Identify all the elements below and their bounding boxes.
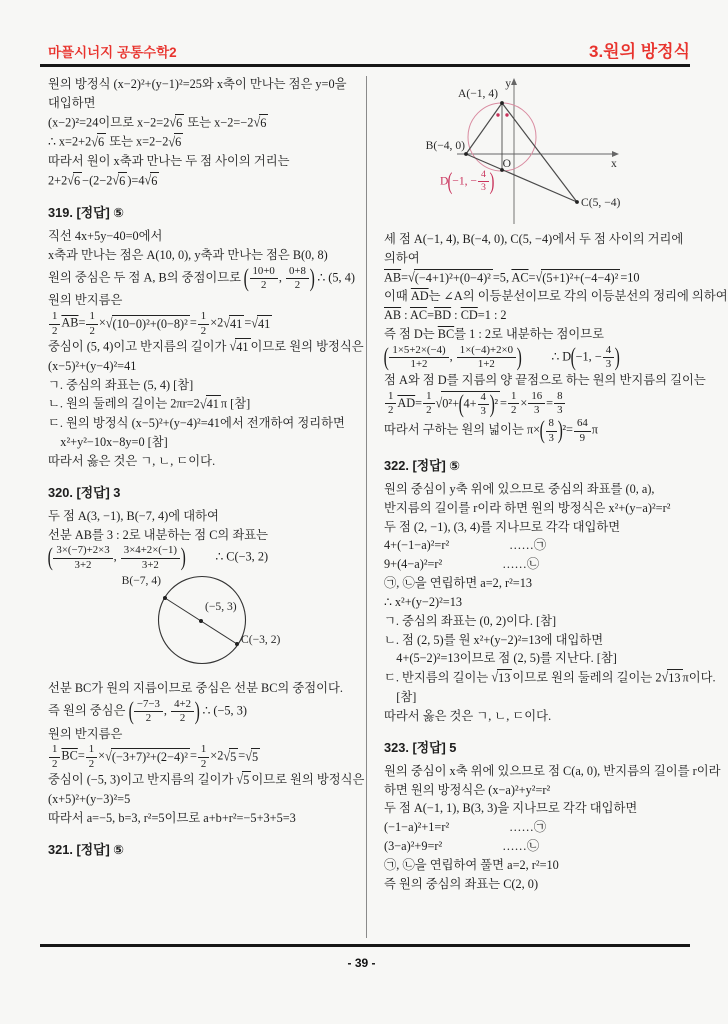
solution-line: ㄷ. 원의 방정식 (x−5)²+(y−4)²=41에서 전개하여 정리하면 [48,416,345,431]
solution-line: 원의 반지름은 [48,726,123,741]
problem-320-solution-b [48,680,364,828]
solution-line: 원의 중심이 y축 위에 있으므로 중심의 좌표를 (0, a), [384,481,655,496]
solution-line: 두 점 A(3, −1), B(−7, 4)에 대하여 [48,508,219,523]
solution-line: 두 점 A(−1, 1), B(3, 3)을 지나므로 각각 대입하면 [384,801,638,816]
solution-line: (x−5)²+(y−4)²=41 [48,358,137,373]
solution-line: ∴ x²+(y−2)²=13 [384,594,463,609]
solution-line: $\frac{1}{2}$ $\overline{BC}=$ $\frac{1}{2}$ ×√(−3+7)²+(2−4)² = $\frac{1}{2}$ ×2√5 =√5 [48,744,364,770]
point-d-label: D ( −1, − $\frac{4}{3}$ ) [440,168,495,195]
solution-line: 즉 원의 중심은 ( $\frac{-7-3}{2}$ , $\frac{4+2}{2}$ ) ∴ (−5, 3) [48,697,247,726]
solution-line: 대입하면 [48,95,96,110]
point-c-label: C(5, −4) [581,196,621,209]
solution-line: ㄱ. 중심의 좌표는 (5, 4) [참] [48,377,194,392]
solution-line: ㉠, ㉡을 연립하여 풀면 a=2, r²=10 [384,857,559,872]
problem-319-title: 319. [정답] ⑤ [48,204,125,220]
solution-line: 이때 $\overline{AD}$는 ∠A의 이등분선이므로 각의 이등분선의 정리에 의하여 [384,289,728,304]
problem-319-solution [48,228,364,471]
solution-line: ㄷ. 반지름의 길이는 √13 이므로 원의 둘레의 길이는 2√13 π이다. [384,669,690,688]
point-b-label: B(−4, 0) [425,139,465,152]
point-b-label: B(−7, 4) [121,574,161,588]
chapter-title: 3.원의 방정식 [588,42,690,61]
solution-line: 두 점 (2, −1), (3, 4)를 지나므로 각각 대입하면 [384,519,621,534]
solution-line: 즉 원의 중심의 좌표는 C(2, 0) [384,876,539,891]
figure-triangle-abc [410,74,702,229]
origin-label: O [502,157,511,170]
solution-line: 원의 중심은 두 점 A, B의 중점이므로 ( $\frac{10+0}{2}$ , $\frac{0+8}{2}$ ) ∴ (5, 4) [48,264,355,292]
solution-line: $\overline{AB}$ : $\overline{AC}=\overline{BD}$ : $\overline{CD}=1$ : 2 [384,308,507,323]
figure-circle-bc [105,574,347,678]
x-axis-label: x [611,157,617,170]
solution-line: 직선 4x+5y−40=0에서 [48,228,163,243]
solution-line: ( $\frac{3\times(-7)+2\times 3}{3+2}$ , $\frac{3\times 4+2\times(-1)}{3+2}$ ) ∴ C(−3, 2) [47,544,269,572]
solution-line: 중심이 (5, 4)이고 반지름의 길이가 √41 이므로 원의 방정식은 [48,338,364,357]
solution-line: 따라서 옳은 것은 ㄱ, ㄴ, ㄷ이다. [384,708,552,723]
solution-line: 따라서 원이 x축과 만나는 두 점 사이의 거리는 [48,154,290,169]
solution-line: ㉠, ㉡을 연립하면 a=2, r²=13 [384,576,532,591]
solution-line: 점 A와 점 D를 지름의 양 끝점으로 하는 원의 반지름의 길이는 [384,372,706,387]
solution-line: 9+(4−a)²=r² ……㉡ [384,557,540,572]
solution-line: ( $\frac{1\times 5+2\times(-4)}{1+2}$ , $\frac{1\times(-4)+2\times 0}{1+2}$ ) ∴ D ( −1, − $\frac{4}{3}$ ) [383,343,620,372]
solution-line: ㄴ. 점 (2, 5)를 원 x²+(y−2)²=13에 대입하면 [384,632,604,647]
solution-line: $\frac{1}{2}$ $\overline{AD}=$ $\frac{1}{2}$ √0²+ ( 4+ $\frac{4}{3}$ ) ² = $\frac{1}{2}$ × $\frac{16}{3}$ = $\frac{8}{3}$ [384,391,690,418]
problem-320-solution-a [48,508,364,571]
solution-intro [48,76,364,191]
circle-diagram [105,574,347,678]
solution-line: 의하여 [384,250,420,265]
solution-line: 2+2√6 −(2−2√6 )=4√6 [48,172,364,191]
solution-line: 선분 BC가 원의 지름이므로 중심은 선분 BC의 중점이다. [48,681,343,696]
center-point-label: (−5, 3) [205,600,237,614]
page-number: - 39 - [347,956,376,970]
solution-line: 즉 점 D는 $\overline{BC}$를 1 : 2로 내분하는 점이므로 [384,327,605,342]
solution-line: 선분 AB를 3 : 2로 내분하는 점 C의 좌표는 [48,527,269,542]
solution-line: (−1−a)²+1=r² ……㉠ [384,820,547,835]
solution-line: ㄱ. 중심의 좌표는 (0, 2)이다. [참] [384,613,557,628]
solution-line: 따라서 옳은 것은 ㄱ, ㄴ, ㄷ이다. [48,453,216,468]
problem-323-solution [384,763,721,894]
solution-line: ∴ x=2+2√6 또는 x=2−2√6 [48,133,364,152]
solution-line: 세 점 A(−1, 4), B(−4, 0), C(5, −4)에서 두 점 사이의 거리에 [384,232,684,246]
solution-line: $\frac{1}{2}$ $\overline{AB}=$ $\frac{1}{2}$ ×√(10−0)²+(0−8)² = $\frac{1}{2}$ ×2√41 =√41 [48,311,364,337]
page-header [40,34,690,67]
problem-321-solution [383,231,728,445]
solution-line: 반지름의 길이를 r이라 하면 원의 방정식은 x²+(y−a)²=r² [384,500,671,515]
problem-320-title: 320. [정답] 3 [48,484,121,500]
solution-line: (x−2)²=24이므로 x−2=2√6 또는 x−2=−2√6 [48,114,364,133]
solution-line: 중심이 (−5, 3)이고 반지름의 길이가 √5 이므로 원의 방정식은 [48,771,364,790]
point-a-label: A(−1, 4) [457,87,498,100]
problem-323-title: 323. [정답] 5 [384,739,457,755]
book-title: 마플시너지 공통수학2 [48,45,177,60]
solution-line: [참] [384,690,417,705]
right-column [383,72,728,936]
solution-line: (3−a)²+9=r² ……㉡ [384,839,540,854]
problem-322-solution [384,481,716,726]
solution-line: $\overline{AB}=√(-4+1)^2+(0-4)^2 =5$, $\overline{AC}=√(5+1)^2+(-4-4)^2 =10$ [384,269,690,288]
point-c-label: C(−3, 2) [241,633,281,647]
column-divider [366,76,367,938]
y-axis-label: y [505,77,511,90]
solution-line: x²+y²−10x−8y=0 [참] [48,435,168,450]
problem-322-title: 322. [정답] ⑤ [384,457,461,473]
solution-line: 4+(−1−a)²=r² ……㉠ [384,538,547,553]
solution-line: (x+5)²+(y−3)²=5 [48,791,131,806]
solution-line: 원의 반지름은 [48,293,123,308]
solution-line: 하면 원의 방정식은 (x−a)²+y²=r² [384,782,551,797]
solution-line: 따라서 a=−5, b=3, r²=5이므로 a+b+r²=−5+3+5=3 [48,810,296,825]
problem-321-title: 321. [정답] ⑤ [48,841,125,857]
solution-line: x축과 만나는 점은 A(10, 0), y축과 만나는 점은 B(0, 8) [48,247,328,262]
solution-line: ㄴ. 원의 둘레의 길이는 2πr=2√41 π [참] [48,395,364,414]
left-column [48,76,364,940]
solution-line: 원의 중심이 x축 위에 있으므로 점 C(a, 0), 반지름의 길이를 r이라 [384,763,721,778]
solution-line: 따라서 구하는 원의 넓이는 π× ( $\frac{8}{3}$ ) ²= $\frac{64}{9}$ π [384,417,598,445]
footer-rule [40,944,690,947]
solution-line: 원의 방정식 (x−2)²+(y−1)²=25와 x축이 만나는 점은 y=0을 [48,77,347,91]
solution-line: 4+(5−2)²=13이므로 점 (2, 5)를 지난다. [참] [384,651,617,666]
